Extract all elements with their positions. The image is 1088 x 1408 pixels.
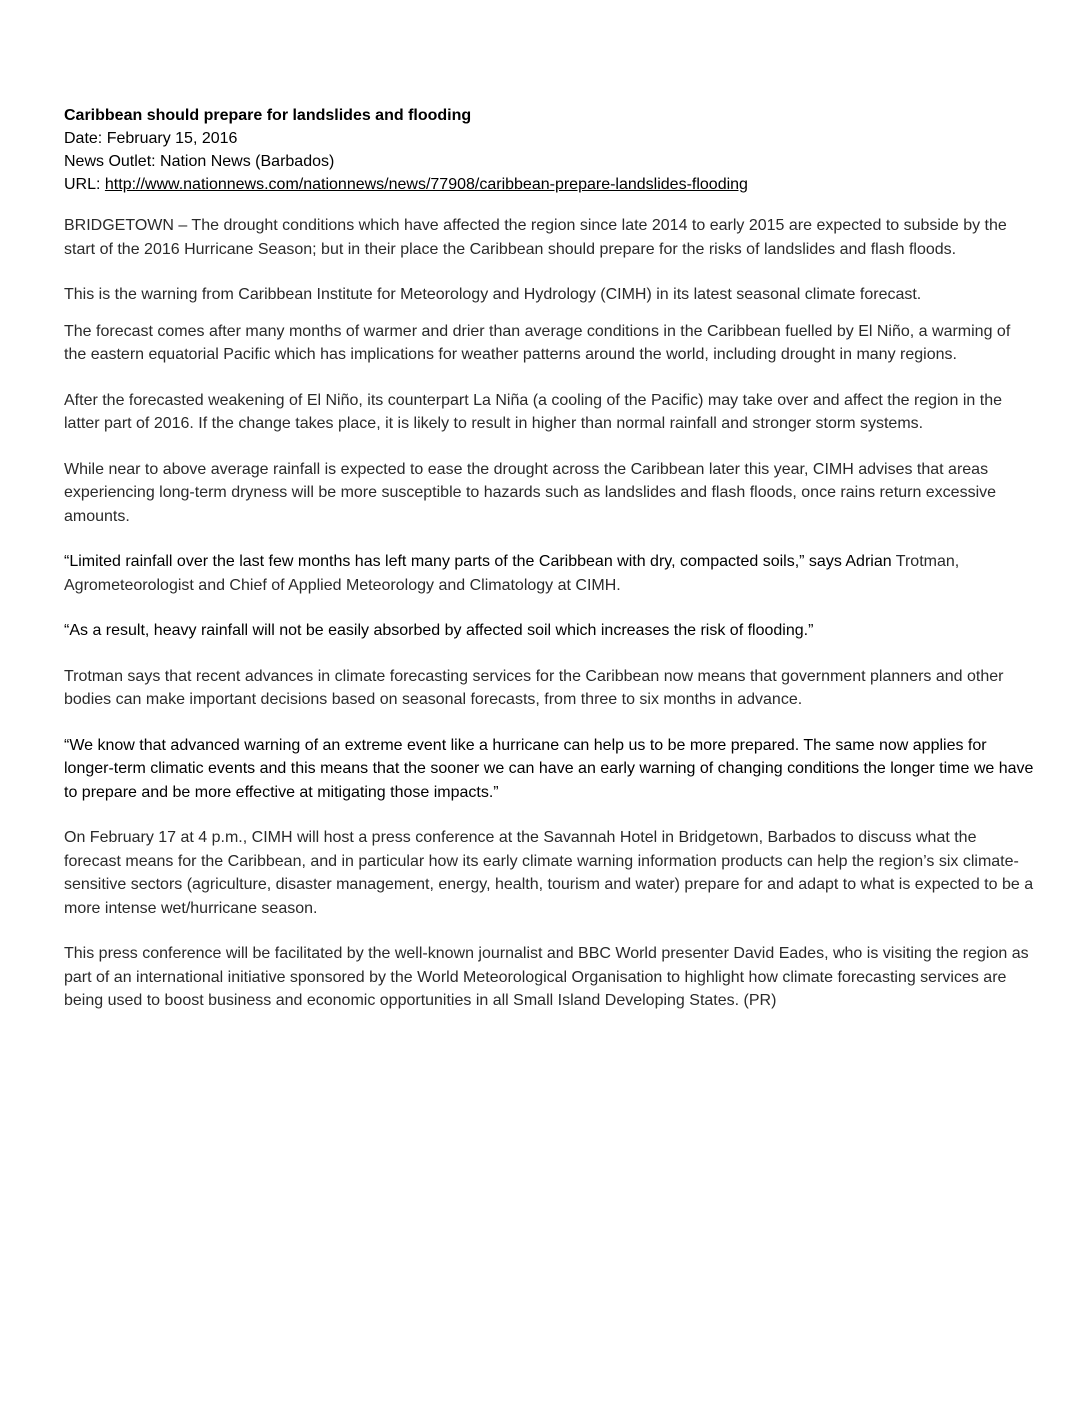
- paragraph-la-nina: After the forecasted weakening of El Niño, its counterpart La Niña (a cooling of the Pacific) may take over and affect the region in the latter part of 2016. If the change takes place, it is likely to result in higher than normal rainfall and stronger storm systems.: [64, 391, 1003, 432]
- quote-limited-rainfall: “Limited rainfall over the last few months has left many parts of the Caribbean with dry, compacted soils,” says Adrian: [64, 553, 892, 570]
- paragraph-el-nino: The forecast comes after many months of warmer and drier than average conditions in the Caribbean fuelled by El Niño, a warming of the eastern equatorial Pacific which has implications for weather patterns around the world, including drought in many regions.: [64, 322, 1011, 363]
- url-line: [64, 173, 1034, 196]
- paragraph-david-eades: This press conference will be facilitated by the well-known journalist and BBC World presenter David Eades, who is visiting the region as part of an international initiative sponsored by the World Meteorological Organisation to highlight how climate forecasting services are being used to boost business and economic opportunities in all Small Island Developing States. (PR): [64, 945, 1029, 1009]
- paragraph-intro: BRIDGETOWN – The drought conditions which have affected the region since late 2014 to early 2015 are expected to subside by the start of the 2016 Hurricane Season; but in their place the Caribbean should prepare for the risks of landslides and flash floods.: [64, 217, 1007, 258]
- document-page: [64, 104, 1034, 1035]
- news-outlet-line: News Outlet: Nation News (Barbados): [64, 153, 335, 170]
- paragraph-cimh-warning: This is the warning from Caribbean Institute for Meteorology and Hydrology (CIMH) in its latest seasonal climate forecast.: [64, 286, 922, 303]
- paragraph-advance-warning-quote: “We know that advanced warning of an extreme event like a hurricane can help us to be more prepared. The same now applies for longer-term climatic events and this means that the sooner we can have an early warning of changing conditions the longer time we have to prepare and be more effective at mitigating those impacts.”: [64, 736, 1034, 801]
- article-url-link[interactable]: http://www.nationnews.com/nationnews/news/77908/caribbean-prepare-landslides-flooding: [104, 176, 748, 193]
- paragraph-rainfall-outlook: While near to above average rainfall is expected to ease the drought across the Caribbean later this year, CIMH advises that areas experiencing long-term dryness will be more susceptible to hazards such as landslides and flash floods, once rains return excessive amounts.: [64, 460, 997, 525]
- date-line: Date: February 15, 2016: [64, 130, 238, 147]
- paragraph-trotman-quote: [64, 550, 1034, 597]
- paragraph-forecasting-advances: Trotman says that recent advances in climate forecasting services for the Caribbean now means that government planners and other bodies can make important decisions based on seasonal forecasts, from three to six months in advance.: [64, 667, 1004, 708]
- paragraph-press-conference: On February 17 at 4 p.m., CIMH will host a press conference at the Savannah Hotel in Bridgetown, Barbados to discuss what the forecast means for the Caribbean, and in particular how its early climate warning information products can help the region’s six climate-sensitive sectors (agriculture, disaster management, energy, health, tourism and water) prepare for and adapt to what is expected to be a more intense wet/hurricane season.: [64, 829, 1034, 917]
- quote-attribution: Trotman, Agrometeorologist and Chief of Applied Meteorology and Climatology at CIMH.: [64, 553, 960, 594]
- headline: Caribbean should prepare for landslides and flooding: [64, 107, 472, 124]
- url-label: URL:: [64, 176, 105, 193]
- article-header: [64, 104, 1034, 196]
- paragraph-flooding-quote: “As a result, heavy rainfall will not be easily absorbed by affected soil which increases the risk of flooding.”: [64, 622, 814, 639]
